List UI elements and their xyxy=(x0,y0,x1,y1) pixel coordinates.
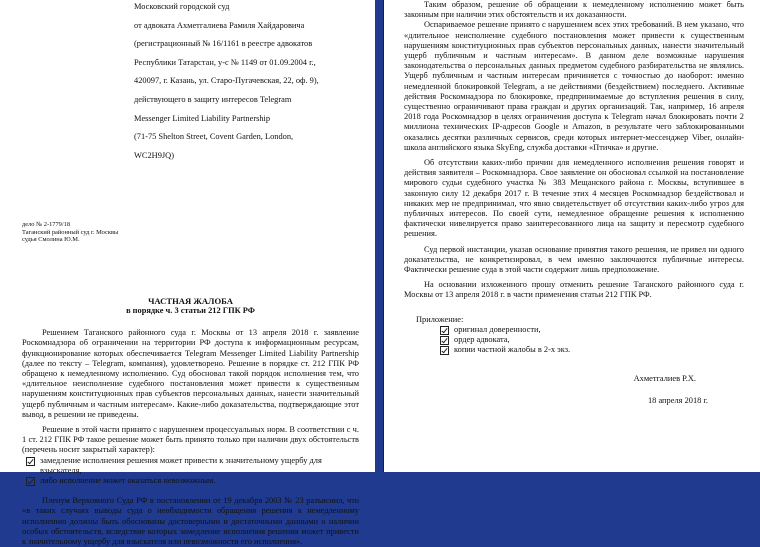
address-line: (регистрационный № 16/1161 в реестре адвокатов xyxy=(134,39,313,49)
attachment-text: копии частной жалобы в 2-х экз. xyxy=(454,345,571,355)
attachment-text: оригинал доверенности, xyxy=(454,324,541,334)
address-line: Республики Татарстан, у-с № 1149 от 01.09.2004 г., xyxy=(134,57,316,67)
bullet-item xyxy=(26,456,359,476)
paragraph: Решение в этой части принято с нарушением процессуальных норм. В соответствии с ч. 1 ст. 212 ГПК РФ такое решение может быть принято только при наличии двух обстоятельств (перечень носит закрытый характер): xyxy=(22,424,359,455)
address-line: 420097, г. Казань, ул. Старо-Пугачевская, 22, оф. 9), xyxy=(134,76,319,86)
case-info xyxy=(22,221,359,244)
document-page-right xyxy=(383,0,760,472)
paragraph: Таким образом, решение об обращении к немедленному исполнению может быть законным при наличии этих обстоятельств и их доказанности. xyxy=(404,0,744,20)
attachment-item xyxy=(440,325,744,335)
checkbox-icon xyxy=(440,346,449,355)
paragraph: На основании изложенного прошу отменить решение Таганского районного суда г. Москвы от 13 апреля 2018 г. в части применения статьи 212 ГПК РФ. xyxy=(404,280,744,300)
document-title: ЧАСТНАЯ ЖАЛОБА xyxy=(148,295,233,306)
bullet-text: замедление исполнения решения может привести к значительному ущербу для взыскателя, xyxy=(40,455,322,475)
document-subtitle: в порядке ч. 3 статьи 212 ГПК РФ xyxy=(126,305,255,315)
address-line: WC2H9JQ) xyxy=(134,150,175,160)
address-line: (71-75 Shelton Street, Covent Garden, London, xyxy=(134,132,294,142)
document-page-left xyxy=(0,0,375,546)
checkbox-icon xyxy=(26,477,35,486)
signature: Ахметгалиев Р.Х. xyxy=(633,373,696,383)
paragraph: Об отсутствии каких-либо причин для немедленного исполнения решения говорят и действия заявителя – Роскомнадзора. Свое заявление он обосновал ссылкой на постановление мирового судьи судебного участка № 383 Мещанского района г. Москвы, вступившее в законную силу 12 декабря 2017 г. В течение этих 4 месяцев Роскомнадзор бездействовал и никаких мер не предпринимал, что явно свидетельствует об отсутствии каких-либо угроз для публичных интересов. По своей сути, немедленное обращение решения к исполнению фактически нивелируется право заинтересованного лица на защиту и пересмотр судебного решения. xyxy=(404,158,744,239)
attachment-text: ордер адвоката, xyxy=(454,335,510,345)
attachment-item xyxy=(440,345,744,355)
checkbox-icon xyxy=(26,457,35,466)
checkbox-icon xyxy=(440,326,449,335)
checkbox-icon xyxy=(440,336,449,345)
paragraph: Решением Таганского районного суда г. Москвы от 13 апреля 2018 г. заявление Роскомнадзора об ограничении на территории РФ доступа к информационным ресурсам, функционирование которых обеспечивается Telegram Messenger Limited Liability Partnership (далее по тексту – Telegram, компания), удовлетворено. Решение в порядке ст. 212 ГПК РФ обращено к немедленному исполнению. Суд обосновал такой порядок исполнения тем, что «длительное неисполнение судебного постановления может привести к существенным нарушениям конституционных прав субъектов персональных данных, нанести значительный ущерб публичным и частным интересам». Какие-либо доказательства, подтверждающие этот вывод, в решении не приведены. xyxy=(22,328,359,419)
case-number: дело № 2-1779/18 xyxy=(22,220,71,228)
paragraph: Оспариваемое решение принято с нарушением всех этих требований. В нем указано, что «длительное неисполнение судебного постановления может привести к существенным нарушениям конституционных прав субъектов персональных данных, нанести значительный ущерб публичным и частным интересам». В данном деле возможные нарушения законодательства о персональных данных предметом судебного разбирательства не являлись. Ущерб публичным и частным интересам причиняется с точностью до наоборот: именно немедленной блокировкой Telegram, а не действиями (бездействием) последнего. Активные действия Роскомнадзора по блокировке, предпринимаемые до вступления решения в силу, существенно ограничивают права граждан и других организаций. Так, например, 16 апреля 2018 года Роскомнадзор в целях ограничения доступа к Telegram начал блокировать почти 2 миллиона технических IP-адресов Google и Amazon, в результате чего заблокированными оказались десятки различных сервисов, среди которых интернет-мессенджер Viber, онлайн-школа английского языка SkyEng, служба доставки «Птичка» и другие. xyxy=(404,20,744,152)
address-line: Messenger Limited Liability Partnership xyxy=(134,113,271,123)
bullet-item xyxy=(26,476,359,486)
address-line: от адвоката Ахметгалиева Рамиля Хайдаровича xyxy=(134,20,305,30)
attachment-item xyxy=(440,335,744,345)
case-judge: судья Смолина Ю.М. xyxy=(22,236,80,244)
sender-address-block xyxy=(22,21,359,161)
bullet-text: либо исполнение может оказаться невозможным. xyxy=(40,475,216,485)
paragraph: Суд первой инстанции, указав основание принятия такого решения, не привел ни одного доказательства, не конкретизировал, в чем именно заключаются публичные интересы. Фактически решение суда в этой части содержит лишь предположение. xyxy=(404,244,744,275)
case-court: Таганский районный суд г. Москвы xyxy=(22,228,119,236)
attachments-title: Приложение: xyxy=(416,314,464,324)
document-date: 18 апреля 2018 г. xyxy=(647,395,708,405)
address-line: действующего в защиту интересов Telegram xyxy=(134,94,292,104)
paragraph: Пленум Верховного Суда РФ в постановлении от 19 декабря 2003 № 23 разъяснил, что «в таких случаях выводы суда о необходимости обращения решения к немедленному исполнению должны быть обоснованы достоверными и достаточными данными о наличии особых обстоятельств, вследствие которых замедление исполнения решения может привести к значительному ущербу для взыскателя или невозможности его исполнения». xyxy=(22,496,359,546)
court-name: Московский городской суд xyxy=(134,2,230,11)
